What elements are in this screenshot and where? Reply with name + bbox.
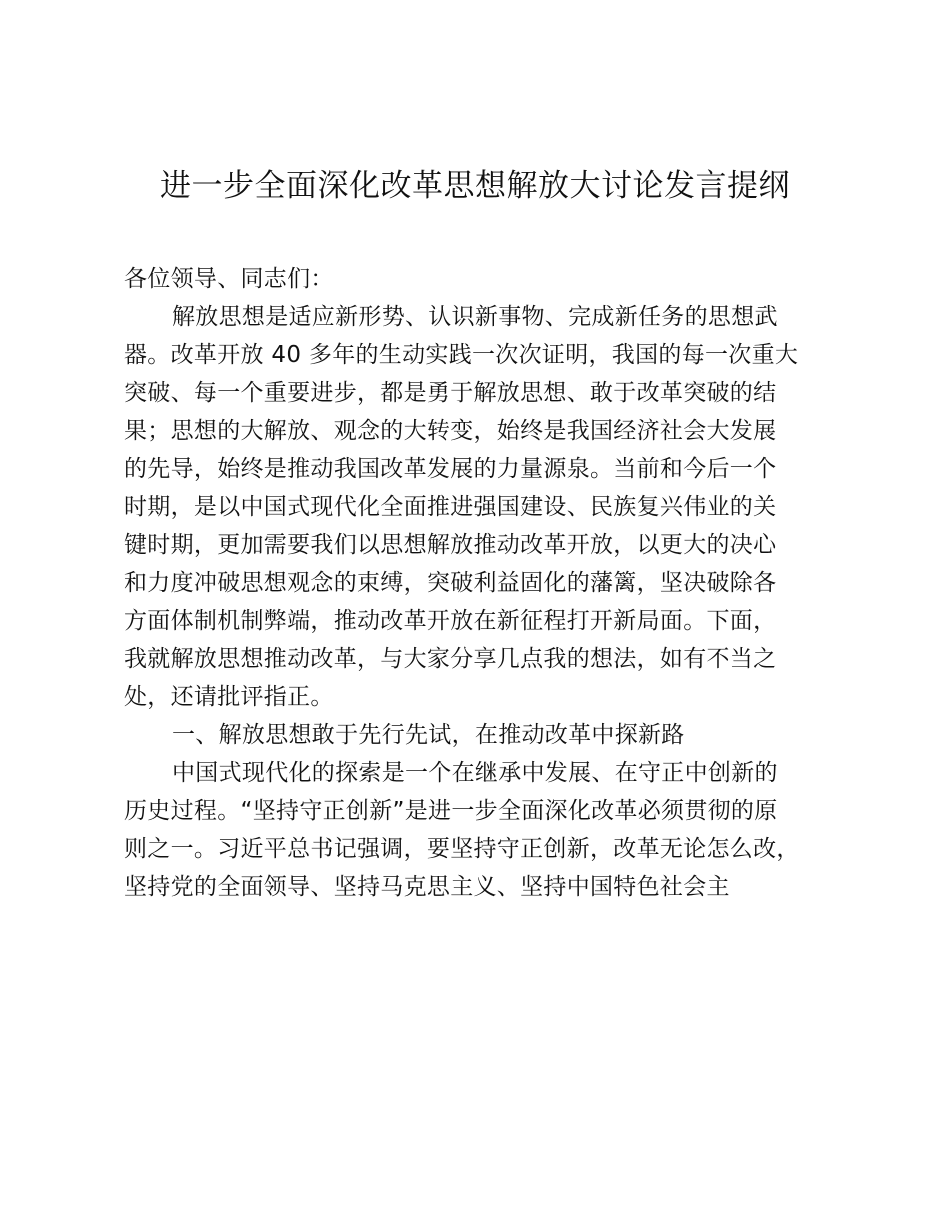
paragraph-line: 解放思想是适应新形势、认识新事物、完成新任务的思想武 xyxy=(172,304,778,330)
paragraph-line: 处，还请批评指正。 xyxy=(124,684,334,710)
paragraph-line: 则之一。习近平总书记强调，要坚持守正创新，改革无论怎么改， xyxy=(124,836,800,862)
paragraph-line: 历史过程。“坚持守正创新”是进一步全面深化改革必须贯彻的原 xyxy=(124,798,778,824)
paragraph-line: 键时期，更加需要我们以思想解放推动改革开放，以更大的决心 xyxy=(124,532,777,558)
paragraph-line: 坚持党的全面领导、坚持马克思主义、坚持中国特色社会主 xyxy=(124,874,730,900)
paragraph-line: 突破、每一个重要进步，都是勇于解放思想、敢于改革突破的结 xyxy=(124,380,777,406)
section-heading: 一、解放思想敢于先行先试，在推动改革中探新路 xyxy=(172,722,685,748)
document-body xyxy=(124,260,836,906)
paragraph-line: 时期，是以中国式现代化全面推进强国建设、民族复兴伟业的关 xyxy=(124,494,777,520)
paragraph-line: 器。改革开放 40 多年的生动实践一次次证明，我国的每一次重大 xyxy=(124,342,799,368)
document-title: 进一步全面深化改革思想解放大讨论发言提纲 xyxy=(160,168,790,204)
paragraph-line: 的先导，始终是推动我国改革发展的力量源泉。当前和今后一个 xyxy=(124,456,777,482)
paragraph-line: 中国式现代化的探索是一个在继承中发展、在守正中创新的 xyxy=(172,760,778,786)
paragraph-line: 我就解放思想推动改革，与大家分享几点我的想法，如有不当之 xyxy=(124,646,777,672)
paragraph-line: 和力度冲破思想观念的束缚，突破利益固化的藩篱，坚决破除各 xyxy=(124,570,777,596)
salutation-line: 各位领导、同志们： xyxy=(124,266,334,292)
paragraph-line: 方面体制机制弊端，推动改革开放在新征程打开新局面。下面， xyxy=(124,608,777,634)
paragraph-line: 果；思想的大解放、观念的大转变，始终是我国经济社会大发展 xyxy=(124,418,777,444)
